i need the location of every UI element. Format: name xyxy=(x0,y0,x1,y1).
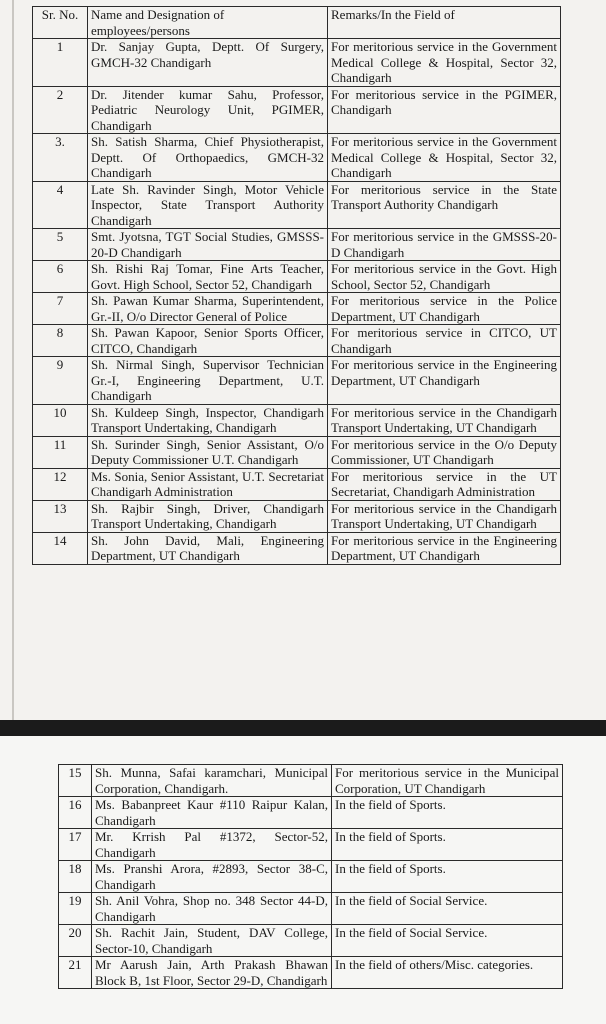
sr-cell: 2 xyxy=(33,86,88,134)
name-cell: Sh. Anil Vohra, Shop no. 348 Sector 44-D, Chandigarh xyxy=(92,893,332,925)
header-name-designation: Name and Designation of employees/persons xyxy=(88,7,328,39)
remarks-cell: In the field of Sports. xyxy=(332,829,563,861)
table-row xyxy=(33,436,561,468)
table-row xyxy=(33,86,561,134)
awardees-table-2 xyxy=(58,764,563,989)
sr-cell: 9 xyxy=(33,357,88,405)
sr-cell: 15 xyxy=(59,765,92,797)
sr-cell: 16 xyxy=(59,797,92,829)
table-row xyxy=(59,797,563,829)
remarks-cell: For meritorious service in the O/o Deputy Commissioner, UT Chandigarh xyxy=(328,436,561,468)
name-cell: Sh. Rajbir Singh, Driver, Chandigarh Transport Undertaking, Chandigarh xyxy=(88,500,328,532)
sr-cell: 7 xyxy=(33,293,88,325)
table-row xyxy=(59,829,563,861)
table-row xyxy=(33,293,561,325)
name-cell: Sh. Munna, Safai karamchari, Municipal Corporation, Chandigarh. xyxy=(92,765,332,797)
sr-cell: 21 xyxy=(59,957,92,989)
sr-cell: 20 xyxy=(59,925,92,957)
name-cell: Sh. Pawan Kapoor, Senior Sports Officer, CITCO, Chandigarh xyxy=(88,325,328,357)
remarks-cell: For meritorious service in the Engineering Department, UT Chandigarh xyxy=(328,357,561,405)
page-gap xyxy=(0,720,606,736)
sr-cell: 10 xyxy=(33,404,88,436)
table-row xyxy=(33,468,561,500)
remarks-cell: For meritorious service in the Chandigarh Transport Undertaking, UT Chandigarh xyxy=(328,404,561,436)
remarks-cell: In the field of Sports. xyxy=(332,797,563,829)
remarks-cell: For meritorious service in the Govt. High School, Sector 52, Chandigarh xyxy=(328,261,561,293)
name-cell: Sh. Pawan Kumar Sharma, Superintendent, Gr.-II, O/o Director General of Police xyxy=(88,293,328,325)
name-cell: Sh. Satish Sharma, Chief Physiotherapist, Deptt. Of Orthopaedics, GMCH-32 Chandigarh xyxy=(88,134,328,182)
name-cell: Ms. Babanpreet Kaur #110 Raipur Kalan, Chandigarh xyxy=(92,797,332,829)
name-cell: Sh. Surinder Singh, Senior Assistant, O/o Deputy Commissioner U.T. Chandigarh xyxy=(88,436,328,468)
header-sr-no: Sr. No. xyxy=(33,7,88,39)
remarks-cell: For meritorious service in the UT Secretariat, Chandigarh Administration xyxy=(328,468,561,500)
remarks-cell: For meritorious service in the Engineering Department, UT Chandigarh xyxy=(328,532,561,564)
name-cell: Smt. Jyotsna, TGT Social Studies, GMSSS-20-D Chandigarh xyxy=(88,229,328,261)
sr-cell: 1 xyxy=(33,39,88,87)
sr-cell: 8 xyxy=(33,325,88,357)
sr-cell: 5 xyxy=(33,229,88,261)
sr-cell: 14 xyxy=(33,532,88,564)
table-row xyxy=(59,957,563,989)
table-row xyxy=(33,229,561,261)
remarks-cell: For meritorious service in the State Transport Authority Chandigarh xyxy=(328,181,561,229)
sr-cell: 13 xyxy=(33,500,88,532)
page-edge xyxy=(12,0,14,720)
name-cell: Dr. Sanjay Gupta, Deptt. Of Surgery, GMCH-32 Chandigarh xyxy=(88,39,328,87)
remarks-cell: For meritorious service in the Government Medical College & Hospital, Sector 32, Chandigarh xyxy=(328,39,561,87)
sr-cell: 19 xyxy=(59,893,92,925)
table-row xyxy=(59,893,563,925)
name-cell: Sh. John David, Mali, Engineering Department, UT Chandigarh xyxy=(88,532,328,564)
name-cell: Sh. Rachit Jain, Student, DAV College, Sector-10, Chandigarh xyxy=(92,925,332,957)
name-cell: Sh. Kuldeep Singh, Inspector, Chandigarh Transport Undertaking, Chandigarh xyxy=(88,404,328,436)
table-row xyxy=(33,261,561,293)
name-cell: Mr. Krrish Pal #1372, Sector-52, Chandigarh xyxy=(92,829,332,861)
table-row xyxy=(33,325,561,357)
remarks-cell: For meritorious service in the PGIMER, Chandigarh xyxy=(328,86,561,134)
name-cell: Sh. Rishi Raj Tomar, Fine Arts Teacher, Govt. High School, Sector 52, Chandigarh xyxy=(88,261,328,293)
table-row xyxy=(59,765,563,797)
remarks-cell: For meritorious service in CITCO, UT Chandigarh xyxy=(328,325,561,357)
sr-cell: 12 xyxy=(33,468,88,500)
name-cell: Ms. Sonia, Senior Assistant, U.T. Secretariat Chandigarh Administration xyxy=(88,468,328,500)
name-cell: Late Sh. Ravinder Singh, Motor Vehicle Inspector, State Transport Authority Chandigarh xyxy=(88,181,328,229)
name-cell: Dr. Jitender kumar Sahu, Professor, Pediatric Neurology Unit, PGIMER, Chandigarh xyxy=(88,86,328,134)
table-header-row xyxy=(33,7,561,39)
table-row xyxy=(33,532,561,564)
remarks-cell: In the field of Social Service. xyxy=(332,893,563,925)
remarks-cell: For meritorious service in the Government Medical College & Hospital, Sector 32, Chandigarh xyxy=(328,134,561,182)
name-cell: Ms. Pranshi Arora, #2893, Sector 38-C, Chandigarh xyxy=(92,861,332,893)
sr-cell: 11 xyxy=(33,436,88,468)
remarks-cell: In the field of Sports. xyxy=(332,861,563,893)
name-cell: Sh. Nirmal Singh, Supervisor Technician Gr.-I, Engineering Department, U.T. Chandigarh xyxy=(88,357,328,405)
table-row xyxy=(33,500,561,532)
table-row xyxy=(33,357,561,405)
table-row xyxy=(59,925,563,957)
document-page-2 xyxy=(0,736,606,1024)
remarks-cell: For meritorious service in the GMSSS-20-D Chandigarh xyxy=(328,229,561,261)
remarks-cell: For meritorious service in the Municipal Corporation, UT Chandigarh xyxy=(332,765,563,797)
header-remarks: Remarks/In the Field of xyxy=(328,7,561,39)
sr-cell: 3. xyxy=(33,134,88,182)
remarks-cell: For meritorious service in the Chandigarh Transport Undertaking, UT Chandigarh xyxy=(328,500,561,532)
table-row xyxy=(33,404,561,436)
remarks-cell: For meritorious service in the Police Department, UT Chandigarh xyxy=(328,293,561,325)
sr-cell: 17 xyxy=(59,829,92,861)
table-row xyxy=(33,134,561,182)
sr-cell: 4 xyxy=(33,181,88,229)
awardees-table-1 xyxy=(32,6,561,565)
table-row xyxy=(33,39,561,87)
remarks-cell: In the field of others/Misc. categories. xyxy=(332,957,563,989)
table-row xyxy=(33,181,561,229)
table-row xyxy=(59,861,563,893)
sr-cell: 6 xyxy=(33,261,88,293)
remarks-cell: In the field of Social Service. xyxy=(332,925,563,957)
sr-cell: 18 xyxy=(59,861,92,893)
name-cell: Mr Aarush Jain, Arth Prakash Bhawan Block B, 1st Floor, Sector 29-D, Chandigarh xyxy=(92,957,332,989)
